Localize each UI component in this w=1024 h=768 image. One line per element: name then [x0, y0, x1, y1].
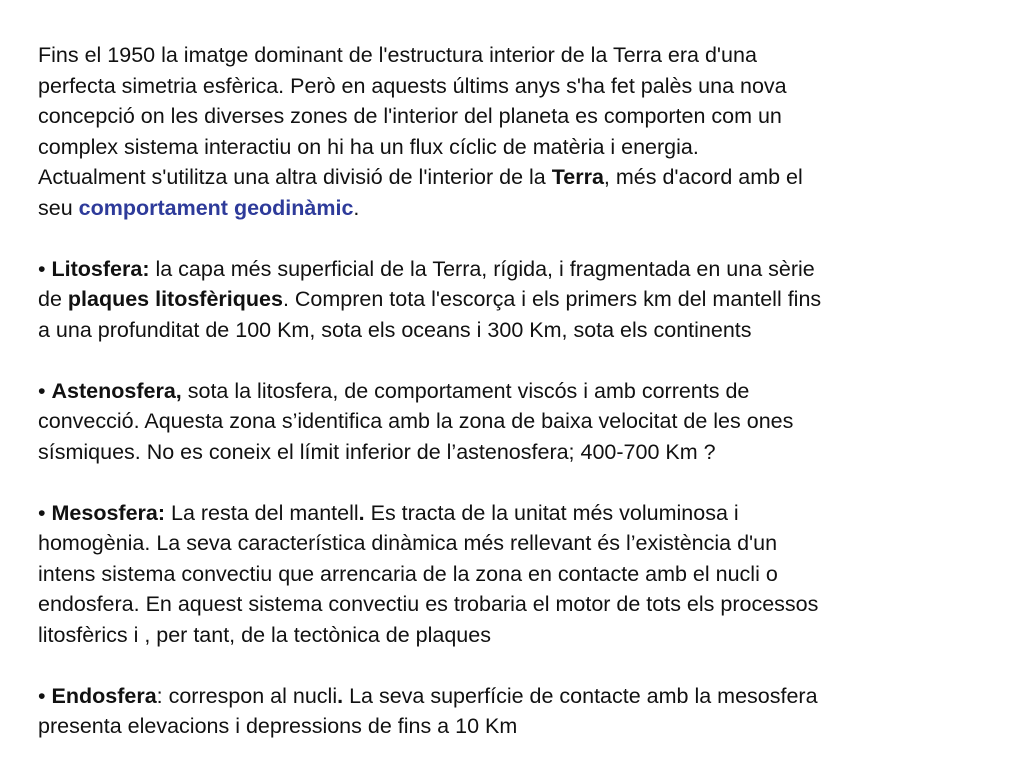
- bullet-astenosfera: •: [38, 378, 52, 403]
- litosfera-text-b: de: [38, 287, 68, 311]
- paragraph-gap: [38, 467, 998, 498]
- mesosfera-text-d: intens sistema convectiu que arrencaria de la zona en contacte amb el nucli o: [38, 561, 778, 586]
- litosfera-text-d: a una profunditat de 100 Km, sota els oceans i 300 Km, sota els continents: [38, 317, 752, 342]
- intro-line-2: perfecta simetria esfèrica. Però en aquests últims anys s'ha fet palès una nova: [38, 73, 787, 98]
- term-litosfera: Litosfera:: [51, 256, 150, 281]
- astenosfera-text-b: convecció. Aquesta zona s’identifica amb la zona de baixa velocitat de les ones: [38, 409, 794, 433]
- endosfera-text-b: La seva superfície de contacte amb la mesosfera: [343, 683, 818, 708]
- intro-line-5-c: , més d'acord amb el: [603, 165, 803, 189]
- term-endosfera: Endosfera: [51, 683, 157, 708]
- term-terra: Terra: [551, 165, 604, 189]
- intro-line-1: Fins el 1950 la imatge dominant de l'estructura interior de la Terra era d'una: [38, 43, 757, 67]
- intro-line-4: complex sistema interactiu on hi ha un flux cíclic de matèria i energia.: [38, 134, 699, 159]
- litosfera-text-a: la capa més superficial de la Terra, rígida, i fragmentada en una sèrie: [149, 256, 815, 281]
- litosfera-paragraph: [38, 254, 998, 346]
- paragraph-gap: [38, 345, 998, 376]
- term-plaques-litosferiques: plaques litosfèriques: [67, 287, 283, 311]
- intro-line-6-a: seu: [38, 195, 79, 220]
- intro-line-6-c: .: [353, 195, 360, 220]
- paragraph-gap: [38, 650, 998, 681]
- bullet-endosfera: •: [38, 683, 52, 708]
- slide-text-body: [38, 40, 998, 742]
- mesosfera-text-c: homogènia. La seva característica dinàmica més rellevant és l’existència d'un: [38, 531, 778, 555]
- bullet-litosfera: •: [38, 256, 52, 281]
- intro-line-3: concepció on les diverses zones de l'interior del planeta es comporten com un: [38, 104, 782, 128]
- paragraph-gap: [38, 223, 998, 254]
- mesosfera-text-e: endosfera. En aquest sistema convectiu es trobaria el motor de tots els processos: [38, 592, 819, 616]
- astenosfera-text-c: sísmiques. No es coneix el límit inferior de l’astenosfera; 400-700 Km ?: [38, 439, 716, 464]
- endosfera-bold-dot: .: [337, 683, 344, 708]
- litosfera-text-c: . Compren tota l'escorça i els primers km del mantell fins: [282, 287, 822, 311]
- term-mesosfera: Mesosfera:: [51, 500, 166, 525]
- astenosfera-paragraph: [38, 376, 998, 468]
- intro-line-5-a: Actualment s'utilitza una altra divisió de l'interior de la: [38, 165, 552, 189]
- bullet-mesosfera: •: [38, 500, 52, 525]
- endosfera-text-c: presenta elevacions i depressions de fins a 10 Km: [38, 714, 518, 738]
- term-comportament-geodinamic: comportament geodinàmic: [78, 195, 354, 220]
- intro-paragraph: [38, 40, 998, 223]
- endosfera-paragraph: [38, 681, 998, 742]
- mesosfera-text-f: litosfèrics i , per tant, de la tectònica de plaques: [38, 622, 491, 647]
- astenosfera-text-a: sota la litosfera, de comportament viscós i amb corrents de: [181, 378, 750, 403]
- mesosfera-bold-dot: .: [358, 500, 365, 525]
- mesosfera-text-b: Es tracta de la unitat més voluminosa i: [364, 500, 739, 525]
- mesosfera-paragraph: [38, 498, 998, 651]
- term-astenosfera: Astenosfera,: [51, 378, 182, 403]
- mesosfera-text-a: La resta del mantell: [165, 500, 359, 525]
- endosfera-text-a: : correspon al nucli: [156, 683, 338, 708]
